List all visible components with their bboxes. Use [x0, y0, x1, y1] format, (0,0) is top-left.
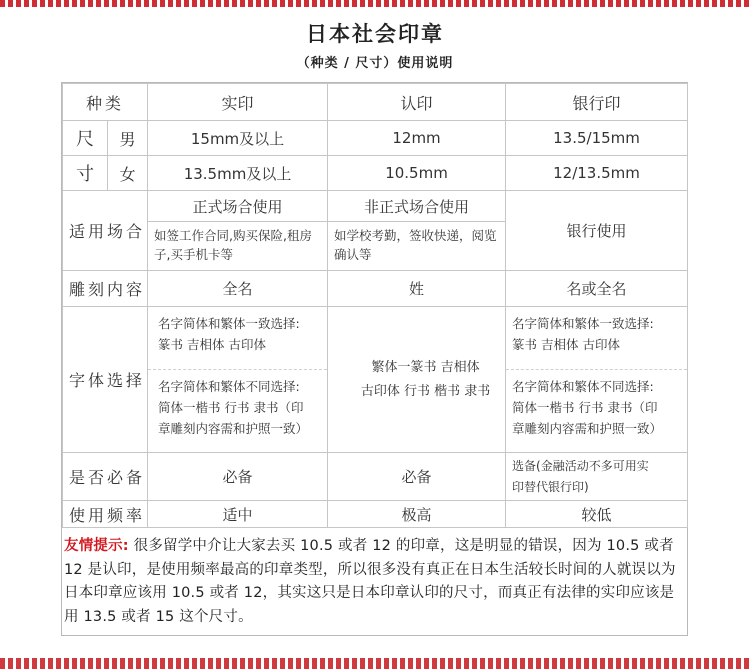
engraving-bank: 名或全名: [506, 271, 688, 307]
font-real-diff-line3: 章雕刻内容需和护照一致）: [158, 421, 309, 436]
required-bank-line2: 印替代银行印): [512, 479, 589, 494]
size-male-real: 15mm及以上: [148, 121, 328, 156]
header-bank-seal: 银行印: [506, 84, 688, 121]
friendly-tip-text: 很多留学中介让大家去买 10.5 或者 12 的印章，这是明显的错误，因为 10.5 或者 12 是认印，是使用频率最高的印章类型，所以很多没有真正在日本生活较长时间的人就误以为日本印章应该用 10.5 或者 12，其实这只是日本印章认印的尺寸，而真正有法律的实印应该是用 13.5 或者 15 这个尺寸。: [64, 538, 676, 625]
friendly-tip: [64, 535, 684, 633]
font-recognized-cell: [328, 307, 506, 453]
size-female-row: [63, 156, 688, 191]
required-row: [63, 453, 688, 501]
size-female-bank: 12/13.5mm: [506, 156, 688, 191]
required-label: 是否必备: [63, 453, 148, 501]
usage-real-cell: [148, 191, 328, 271]
frequency-recognized: 极高: [328, 501, 506, 528]
page-subtitle: （种类 / 尺寸）使用说明: [296, 56, 454, 71]
bottom-decorative-border: [0, 658, 750, 669]
size-label-1: 尺: [63, 121, 108, 156]
font-bank-cell: [506, 307, 688, 453]
top-decorative-border: [0, 0, 750, 7]
usage-row: [63, 191, 688, 271]
size-female-real: 13.5mm及以上: [148, 156, 328, 191]
font-real-diff: [148, 369, 327, 443]
frequency-row: [63, 501, 688, 528]
size-male-recognized: 12mm: [328, 121, 506, 156]
usage-real-desc: 如签工作合同,购买保险,租房子,买手机卡等: [154, 228, 312, 262]
font-bank-diff-line1: 名字简体和繁体不同选择:: [512, 379, 654, 394]
required-recognized: 必备: [328, 453, 506, 501]
required-bank-line1: 选备(金融活动不多可用实: [512, 458, 649, 473]
size-male-bank: 13.5/15mm: [506, 121, 688, 156]
required-bank: [506, 453, 688, 501]
engraving-label: 雕刻内容: [63, 271, 148, 307]
font-real-diff-line1: 名字简体和繁体不同选择:: [158, 379, 300, 394]
page-title: 日本社会印章: [306, 22, 444, 46]
font-bank-diff-line3: 章雕刻内容需和护照一致）: [512, 421, 663, 436]
font-bank-diff-line2: 简体一楷书 行书 隶书（印: [512, 400, 658, 415]
usage-recognized-title: 非正式场合使用: [328, 193, 505, 222]
size-female-label: 女: [108, 156, 148, 191]
font-recognized-line2: 古印体 行书 楷书 隶书: [360, 383, 491, 399]
usage-bank: 银行使用: [506, 191, 688, 271]
font-bank-same: [506, 307, 687, 369]
required-real: 必备: [148, 453, 328, 501]
header-row: [63, 84, 688, 121]
frequency-bank: 较低: [506, 501, 688, 528]
frequency-real: 适中: [148, 501, 328, 528]
font-bank-diff: [506, 369, 687, 443]
font-real-same-line2: 篆书 吉相体 古印体: [158, 337, 266, 352]
size-male-label: 男: [108, 121, 148, 156]
font-real-diff-line2: 简体一楷书 行书 隶书（印: [158, 400, 304, 415]
usage-label: 适用场合: [63, 191, 148, 271]
engraving-row: [63, 271, 688, 307]
size-female-recognized: 10.5mm: [328, 156, 506, 191]
engraving-real: 全名: [148, 271, 328, 307]
seal-spec-table: [62, 83, 688, 528]
size-label-2: 寸: [63, 156, 108, 191]
font-real-same: [148, 307, 327, 369]
font-recognized-line1: 繁体一篆书 吉相体: [371, 359, 480, 375]
header-recognized-seal: 认印: [328, 84, 506, 121]
font-real-same-line1: 名字简体和繁体一致选择:: [158, 316, 300, 331]
engraving-recognized: 姓: [328, 271, 506, 307]
friendly-tip-label: 友情提示:: [64, 538, 129, 554]
header-category: 种类: [63, 84, 148, 121]
font-label: 字体选择: [63, 307, 148, 453]
usage-recognized-cell: [328, 191, 506, 271]
header-real-seal: 实印: [148, 84, 328, 121]
size-male-row: [63, 121, 688, 156]
font-bank-same-line2: 篆书 吉相体 古印体: [512, 337, 620, 352]
font-row: [63, 307, 688, 453]
frequency-label: 使用频率: [63, 501, 148, 528]
usage-recognized-desc: 如学校考勤，签收快递，阅览确认等: [334, 228, 497, 262]
usage-real-title: 正式场合使用: [148, 193, 327, 222]
font-bank-same-line1: 名字简体和繁体一致选择:: [512, 316, 654, 331]
font-real-cell: [148, 307, 328, 453]
